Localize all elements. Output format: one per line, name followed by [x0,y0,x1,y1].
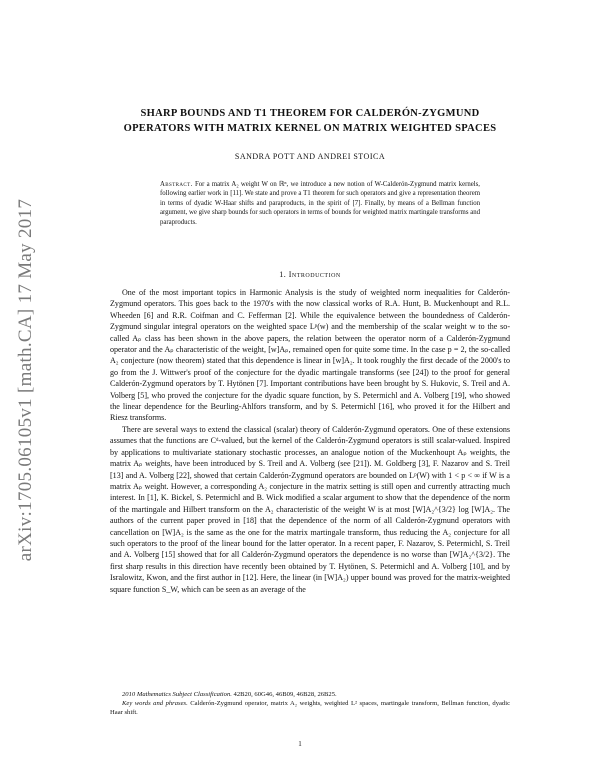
arxiv-identifier[interactable]: arXiv:1705.06105v1 [math.CA] 17 May 2017 [15,198,36,562]
footnote-text: 42B20, 60G46, 46B09, 46B28, 26B25. [233,691,337,698]
footnote-label: 2010 Mathematics Subject Classification. [122,691,232,698]
paragraph: One of the most important topics in Harmonic Analysis is the study of weighted norm inequalities for Calderón-Zygmund operators. This goes back to the 1970's with the now classical works of R.A. Hunt, B. Muckenhoupt and R.L. Wheeden [6] and R.R. Coifman and C. Fefferman [2]. While the equivalence between the boundedness of Calderón-Zygmund singular integral operators on the weighted space Lᵖ(w) and the membership of the scalar weight w to the so-called Aₚ class has been shown in the above papers, the relation between the operator norm of a Calderón-Zygmund operator and the Aₚ characteristic of the weight, [w]Aₚ, remained open for quite some time. In the case p = 2, the so-called A₂ conjecture (now theorem) stated that this dependence is linear in [w]A₂. It took roughly the first decade of the 2000's to go from the J. Wittwer's proof of the conjecture for the dyadic martingale transforms (see [24]) to the proof for general Calderón-Zygmund operators by T. Hytönen [7]. Important contributions have been brought by S. Hukovic, S. Treil and A. Volberg [5], who proved the conjecture for the dyadic square function, by S. Petermichl and A. Volberg [19], who showed the linear dependence for the Beurling-Ahlfors transform, and by S. Petermichl [16], who proved it for the Hilbert and Riesz transforms. [110,288,510,423]
abstract-label: Abstract. [160,181,193,188]
abstract-text: For a matrix A₂ weight W on ℝⁿ, we introduce a new notion of W-Calderón-Zygmund matrix kernels, following earlier work in [11]. We state and prove a T1 theorem for such operators and give a representation theorem in terms of dyadic W-Haar shifts and paraproducts, in the spirit of [7]. Finally, by means of a Bellman function argument, we give sharp bounds for such operators in terms of bounds for weighted matrix martingale transforms and paraproducts. [160,181,481,226]
abstract [160,180,480,227]
paragraph: There are several ways to extend the classical (scalar) theory of Calderón-Zygmund operators. One of these extensions assumes that the functions are Cᵈ-valued, but the kernel of the Calderón-Zygmund operators is still scalar-valued. Inspired by applications to multivariate stationary stochastic processes, an analogue notion of the Muckenhoupt Aₚ weights, the matrix Aₚ weights, have been introduced by S. Treil and A. Volberg (see [21]). M. Goldberg [3], F. Nazarov and S. Treil [13] and A. Volberg [22], showed that certain Calderón-Zygmund operators are bounded on Lᵖ(W) with 1 < p < ∞ if W is a matrix Aₚ weight. However, a corresponding A₂ conjecture in the matrix setting is still open and currently attracting much interest. In [1], K. Bickel, S. Petermichl and B. Wick modified a scalar argument to show that the dependence of the norm of the martingale and Hilbert transform on the A₂ characteristic of the weight W is at most [W]A₂^{3/2} log [W]A₂. The authors of the current paper proved in [18] that the dependence of the norm of all Calderón-Zygmund operators with cancellation on [W]A₂ is the same as the one for the matrix martingale transform, thus reducing the A₂ conjecture for all such operators to the proof of the linear bound for the latter operator. In a recent paper, F. Nazarov, S. Petermichl, S. Treil and A. Volberg [15] showed that for all Calderón-Zygmund operators the dependence is no worse than [W]A₂^{3/2}. The first sharp results in this direction have recently been obtained by T. Hytönen, S. Petermichl and A. Volberg [10], and by Isralowitz, Kwon, and the first author in [12]. Here, the linear (in [W]A₂) upper bound was proved for the matrix-weighted square function S_W, which can be seen as an average of the [110,424,510,594]
title-line-1: SHARP BOUNDS AND T1 THEOREM FOR CALDERÓN-ZYGMUND [140,108,480,119]
footnote-label: Key words and phrases. [122,700,188,707]
section-heading: 1. Introduction [279,270,341,279]
footnote-text: Calderón-Zygmund operator, matrix A₂ weights, weighted L² spaces, martingale transform, Bellman function, dyadic Haar shift. [110,700,510,716]
page-number: 1 [298,740,302,748]
footnotes [110,690,510,717]
arxiv-sidebar [8,170,44,590]
title-line-2: OPERATORS WITH MATRIX KERNEL ON MATRIX WEIGHTED SPACES [123,123,497,134]
footnote-msc [110,690,510,699]
footnote-keywords [110,699,510,717]
authors: SANDRA POTT AND ANDREI STOICA [234,152,386,161]
paper-title [110,106,510,136]
body-text [110,287,510,595]
